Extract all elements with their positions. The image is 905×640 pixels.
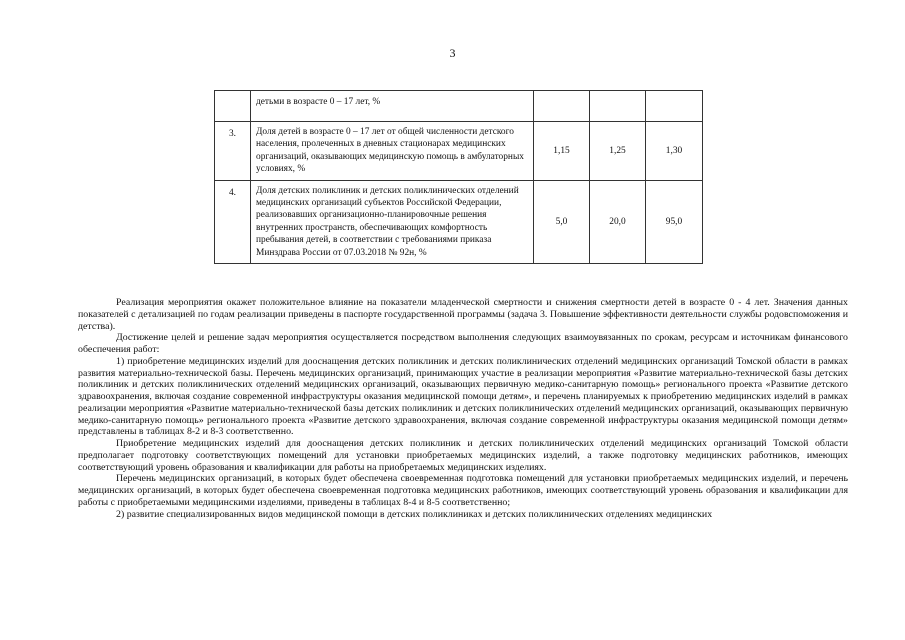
row-number: 4. <box>215 180 251 263</box>
page-number: 3 <box>449 46 456 60</box>
row-value-2 <box>590 91 646 122</box>
paragraph: Реализация мероприятия окажет положительное влияние на показатели младенческой смертности и снижения смертности детей в возрасте 0 - 4 лет. Значения данных показателей с детализацией по годам реализации приведены в паспорте государственной программы (задача 3. Повышение эффективности деятельности службы родовспоможения и детства). <box>78 297 848 332</box>
row-value-3: 95,0 <box>646 180 703 263</box>
row-value-3 <box>646 91 703 122</box>
row-value-1: 5,0 <box>534 180 590 263</box>
table-row <box>215 180 703 263</box>
row-number <box>215 91 251 122</box>
paragraph: Приобретение медицинских изделий для дооснащения детских поликлиник и детских поликлинических отделений медицинских организаций Томской области предполагает подготовку соответствующих помещений для установки приобретаемых медицинских изделий, а также подготовку медицинских работников, имеющих соответствующий уровень образования и квалификации для работы на приобретаемых медицинских изделиях. <box>78 438 848 473</box>
row-number: 3. <box>215 122 251 181</box>
paragraph: Достижение целей и решение задач мероприятия осуществляется посредством выполнения следующих взаимоувязанных по срокам, ресурсам и источникам финансового обеспечения работ: <box>78 332 848 355</box>
row-value-3: 1,30 <box>646 122 703 181</box>
row-description: Доля детских поликлиник и детских поликлинических отделений медицинских организаций субъектов Российской Федерации, реализовавших организационно-планировочные решения внутренних пространств, обеспечивающих комфортность пребывания детей, в соответствии с требованиями приказа Минздрава России от 07.03.2018 № 92н, % <box>251 180 534 263</box>
indicators-table <box>214 90 703 264</box>
row-value-1: 1,15 <box>534 122 590 181</box>
paragraph: 2) развитие специализированных видов медицинской помощи в детских поликлиниках и детских поликлинических отделениях медицинских <box>116 508 713 520</box>
row-value-2: 20,0 <box>590 180 646 263</box>
row-description: Доля детей в возрасте 0 – 17 лет от общей численности детского населения, пролеченных в дневных стационарах медицинских организаций, оказывающих медицинскую помощь в амбулаторных условиях, % <box>251 122 534 181</box>
paragraph: Перечень медицинских организаций, в которых будет обеспечена своевременная подготовка помещений для установки приобретаемых медицинских изделий, и перечень медицинских организаций, в которых будет обеспечена своевременная подготовка медицинских работников, имеющих соответствующий уровень образования и квалификации для работы с приобретаемыми медицинскими изделиями, приведены в таблицах 8-4 и 8-5 соответственно; <box>78 473 848 508</box>
table-row <box>215 91 703 122</box>
table-row <box>215 122 703 181</box>
body-text <box>78 297 848 520</box>
row-description: детьми в возрасте 0 – 17 лет, % <box>251 91 534 122</box>
paragraph: 1) приобретение медицинских изделий для дооснащения детских поликлиник и детских поликлинических отделений медицинских организаций Томской области в рамках развития материально-технической базы. Перечень медицинских организаций, принимающих участие в реализации мероприятия «Развитие материально-технической базы детских поликлиник и детских поликлинических отделений медицинских организаций, оказывающих первичную медико-санитарную помощь» регионального проекта «Развитие детского здравоохранения, включая создание современной инфраструктуры оказания медицинской помощи детям», и перечень планируемых к приобретению медицинских изделий в рамках реализации мероприятия «Развитие материально-технической базы детских поликлиник и детских поликлинических отделений медицинских организаций, оказывающих первичную медико-санитарную помощь» регионального проекта «Развитие детского здравоохранения, включая создание современной инфраструктуры оказания медицинской помощи детям» представлены в таблицах 8-2 и 8-3 соответственно. <box>78 355 848 438</box>
row-value-2: 1,25 <box>590 122 646 181</box>
row-value-1 <box>534 91 590 122</box>
